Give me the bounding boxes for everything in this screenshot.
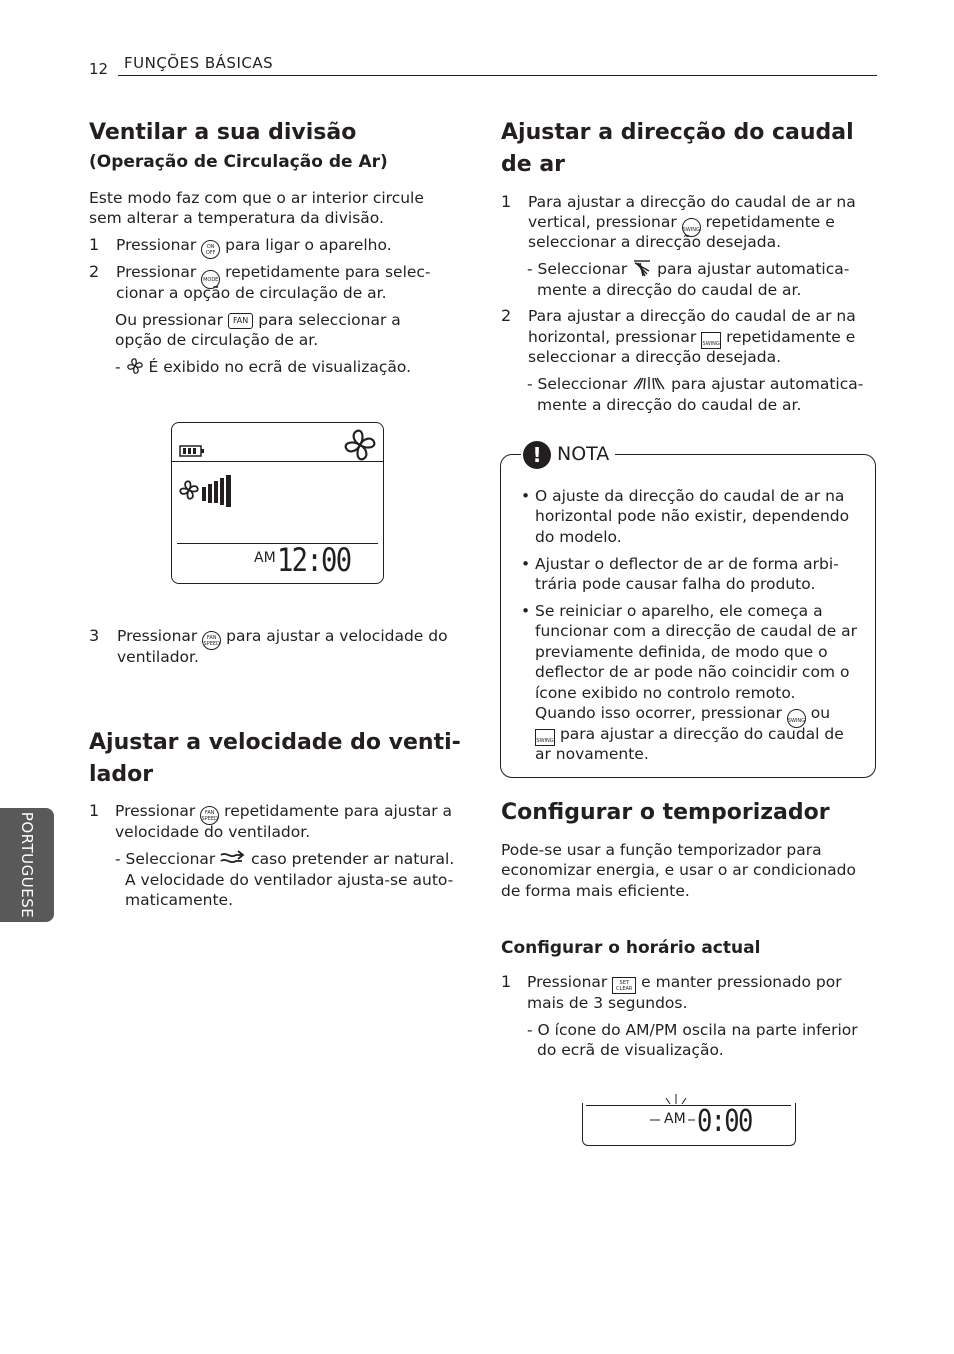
- note-bullet: SWING para ajustar a direcção do caudal de: [536, 725, 844, 744]
- note-bullet: ar novamente.: [535, 745, 649, 763]
- note-bullet: horizontal pode não existir, dependendo: [535, 507, 850, 525]
- fan-icon: [342, 427, 378, 463]
- note-bullet: funcionar com a direcção de caudal de ar: [535, 622, 858, 640]
- am-indicator: AM: [254, 550, 276, 566]
- section-title: FUNÇÕES BÁSICAS: [124, 54, 274, 72]
- step-text: horizontal, pressionar SWING repetidamente e: [528, 328, 856, 347]
- step-text: velocidade do ventilador.: [115, 823, 311, 841]
- swing-button-icon: SWING: [787, 709, 806, 728]
- clock-display: 12:00: [277, 541, 351, 579]
- exclamation-icon: !: [523, 441, 551, 469]
- note-bullet: Ajustar o deflector de ar de forma arbi-: [535, 555, 839, 573]
- dash-note: mente a direcção do caudal de ar.: [537, 281, 802, 299]
- fan-circulation-icon: [126, 357, 144, 375]
- fan-speed-button-icon: FAN SPEED: [202, 631, 221, 650]
- step-text: Pressionar ON OFF para ligar o aparelho.: [116, 235, 392, 259]
- step-text: ventilador.: [117, 648, 199, 666]
- intro-line: economizar energia, e usar o ar condicionado: [501, 861, 856, 879]
- note-bullet: Quando isso ocorrer, pressionar SWING ou: [535, 703, 830, 728]
- on-off-button-icon: ON OFF: [201, 240, 220, 259]
- step-text: Para ajustar a direcção do caudal de ar na: [528, 193, 856, 211]
- intro-line: Este modo faz com que o ar interior circule: [89, 189, 424, 207]
- horizontal-swing-icon: [632, 375, 666, 391]
- intro-line: Pode-se usar a função temporizador para: [501, 841, 822, 859]
- lcd-divider: [172, 461, 383, 462]
- step-text: Pressionar FAN SPEED para ajustar a velocidade do: [117, 626, 448, 650]
- bullet-dot: •: [521, 487, 531, 505]
- mode-button-icon: MODE: [201, 270, 220, 289]
- heading-velocidade: Ajustar a velocidade do venti-: [89, 730, 461, 755]
- step-number: 2: [501, 306, 512, 325]
- subheading-circulacao: (Operação de Circulação de Ar): [89, 152, 388, 172]
- bullet-dot: •: [521, 602, 531, 620]
- natural-wind-icon: [220, 850, 246, 866]
- note-bullet: do modelo.: [535, 528, 622, 546]
- note-bullet: O ajuste da direcção do caudal de ar na: [535, 487, 845, 505]
- heading-ventilar: Ventilar a sua divisão: [89, 120, 357, 145]
- step-text: Pressionar SET CLEAR e manter pressionado por: [527, 973, 842, 992]
- language-tab: PORTUGUESE: [0, 808, 54, 922]
- note-bullet: previamente definida, de modo que o: [535, 643, 828, 661]
- step-text: cionar a opção de circulação de ar.: [116, 284, 387, 302]
- step-number: 1: [89, 801, 100, 820]
- dash-note: mente a direcção do caudal de ar.: [537, 396, 802, 414]
- fan-speed-button-icon: FAN SPEED: [200, 806, 219, 825]
- dash-note: do ecrã de visualização.: [537, 1041, 724, 1059]
- fan-speed-icon: [178, 479, 200, 501]
- dash-note: - Seleccionar caso pretender ar natural.: [115, 850, 455, 868]
- intro-line: sem alterar a temperatura da divisão.: [89, 209, 384, 227]
- step-number: 1: [501, 192, 512, 211]
- note-header: ! NOTA: [521, 440, 615, 469]
- note-bullet: trária pode causar falha do produto.: [535, 575, 816, 593]
- step-number: 2: [89, 262, 100, 281]
- dash-note: - É exibido no ecrã de visualização.: [115, 358, 411, 376]
- heading-temporizador: Configurar o temporizador: [501, 800, 830, 825]
- am-indicator: AM: [664, 1111, 686, 1127]
- lcd-display: [171, 422, 384, 584]
- dash-note: - Seleccionar para ajustar automatica-: [527, 260, 850, 278]
- step-text: opção de circulação de ar.: [115, 331, 319, 349]
- vertical-swing-icon: [632, 259, 652, 277]
- step-text: vertical, pressionar SWING repetidamente e: [528, 212, 835, 237]
- step-number: 3: [89, 626, 100, 645]
- heading-velocidade-cont: lador: [89, 762, 154, 787]
- heading-direccao-cont: de ar: [501, 152, 566, 177]
- clock-display: 0:00: [697, 1104, 752, 1139]
- step-text: Ou pressionar FAN para seleccionar a: [115, 311, 401, 329]
- step-text: Pressionar MODE repetidamente para selec-: [116, 262, 431, 289]
- bullet-dot: •: [521, 555, 531, 573]
- swing-horizontal-button-icon: SWING: [535, 729, 555, 746]
- heading-direccao: Ajustar a direcção do caudal: [501, 120, 854, 145]
- set-clear-button-icon: SET CLEAR: [612, 977, 636, 994]
- dash-note: maticamente.: [125, 891, 234, 909]
- note-bullet: Se reiniciar o aparelho, ele começa a: [535, 602, 823, 620]
- step-text: Para ajustar a direcção do caudal de ar na: [528, 307, 856, 325]
- fan-button-icon: FAN: [228, 313, 253, 329]
- dash-note: - O ícone do AM/PM oscila na parte inferior: [527, 1021, 858, 1039]
- step-number: 1: [501, 972, 512, 991]
- step-text: Pressionar FAN SPEED repetidamente para ajustar a: [115, 801, 452, 825]
- note-bullet: deflector de ar pode não coincidir com o: [535, 663, 850, 681]
- dash-note: A velocidade do ventilador ajusta-se auto-: [125, 871, 454, 889]
- note-bullet: ícone exibido no controlo remoto.: [535, 684, 796, 702]
- step-text: seleccionar a direcção desejada.: [528, 348, 782, 366]
- step-text: mais de 3 segundos.: [527, 994, 688, 1012]
- header-rule: [118, 75, 877, 76]
- step-number: 1: [89, 235, 100, 254]
- swing-button-icon: SWING: [682, 218, 701, 237]
- fan-speed-bars-icon: [201, 473, 235, 509]
- page-number: 12: [89, 60, 109, 78]
- intro-line: de forma mais eficiente.: [501, 882, 690, 900]
- subheading-horario: Configurar o horário actual: [501, 938, 761, 958]
- swing-horizontal-button-icon: SWING: [701, 332, 721, 349]
- battery-icon: [179, 444, 205, 458]
- step-text: seleccionar a direcção desejada.: [528, 233, 782, 251]
- dash-note: - Seleccionar para ajustar automatica-: [527, 375, 864, 393]
